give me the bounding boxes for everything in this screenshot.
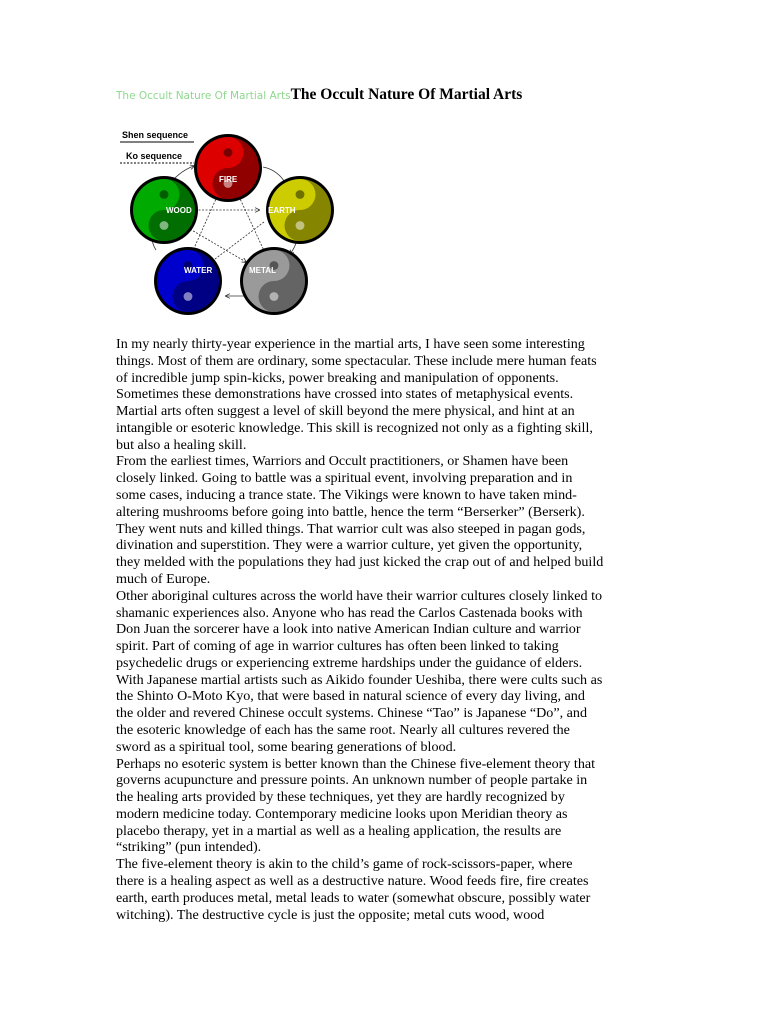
body-line: divination and superstition. They were a warrior culture, yet given the opportunity,	[116, 537, 583, 554]
legend-ko-label: Ko sequence	[126, 151, 183, 161]
body-line: In my nearly thirty-year experience in the martial arts, I have seen some interesting	[116, 336, 585, 352]
body-line: earth, earth produces metal, metal leads to water (somewhat obscure, possibly water	[116, 889, 591, 906]
body-line: Martial arts often suggest a level of skill beyond the mere physical, and hint at an	[116, 403, 575, 420]
body-line: modern medicine today. Contemporary medicine looks upon Meridian theory as	[116, 805, 568, 822]
body-line: witching). The destructive cycle is just the opposite; metal cuts wood, wood	[116, 906, 545, 923]
body-line: shamanic experiences also. Anyone who has read the Carlos Castenada books with	[116, 604, 583, 621]
body-line: They went nuts and killed things. That warrior cult was also steeped in pagan gods,	[116, 520, 586, 537]
body-line: they melded with the populations they had just kicked the crap out of and helped build	[116, 554, 604, 571]
ko-arrow-fire-metal	[236, 190, 266, 255]
body-line: Other aboriginal cultures across the world have their warrior cultures closely linked to	[116, 587, 603, 604]
body-line: the esoteric knowledge of each has the same root. Nearly all cultures revered the	[116, 721, 570, 738]
body-line: sword as a spiritual tool, some bearing generations of blood.	[116, 738, 457, 755]
body-line: closely linked. Going to battle was a spiritual event, involving preparation and in	[116, 470, 573, 487]
body-line: Don Juan the sorcerer have a look into native American Indian culture and warrior	[116, 621, 581, 638]
title-image-alt-text: The Occult Nature Of Martial Arts	[116, 90, 291, 102]
fire-element-circle	[194, 134, 262, 202]
legend-shen-label: Shen sequence	[122, 130, 189, 140]
body-line: placebo therapy, yet in a martial as well as a healing application, the results are	[116, 822, 562, 839]
article-body	[116, 336, 664, 923]
title-row	[116, 86, 522, 104]
body-line: The five-element theory is akin to the child’s game of rock-scissors-paper, where	[116, 856, 573, 873]
body-line: intangible or esoteric knowledge. This skill is recognized not only as a fighting skill,	[116, 419, 593, 436]
body-line: altering mushrooms before going into battle, hence the term “Berserker” (Berserk).	[116, 503, 585, 520]
body-line: Sometimes these demonstrations have crossed into states of metaphysical events.	[116, 386, 574, 403]
water-label: WATER	[184, 266, 213, 275]
body-line: From the earliest times, Warriors and Occult practitioners, or Shamen have been	[116, 453, 569, 470]
body-line: Perhaps no esoteric system is better known than the Chinese five-element theory that	[116, 755, 596, 772]
body-line: the older and revered Chinese occult systems. Chinese “Tao” is Japanese “Do”, and	[116, 705, 587, 722]
metal-element-circle	[240, 247, 308, 315]
five-element-diagram	[116, 122, 341, 322]
body-line: there is a healing aspect as well as a destructive nature. Wood feeds fire, fire creates	[116, 873, 589, 889]
body-line: but also a healing skill.	[116, 436, 247, 453]
wood-label: WOOD	[166, 206, 192, 215]
body-line: psychedelic drugs or experiencing extreme hardships under the guidance of elders.	[116, 654, 583, 671]
body-line: of incredible jump spin-kicks, power breaking and manipulation of opponents.	[116, 369, 559, 386]
body-line: governs acupuncture and pressure points. An unknown number of people partake in	[116, 772, 588, 789]
body-line: much of Europe.	[116, 570, 211, 587]
body-line: things. Most of them are ordinary, some spectacular. These include mere human feats	[116, 352, 597, 369]
body-line: spirit. Part of coming of age in warrior cultures has often been linked to taking	[116, 638, 559, 655]
body-line: the Shinto O-Moto Kyo, that were based in natural science of every day living, and	[116, 688, 585, 705]
body-line: With Japanese martial artists such as Aikido founder Ueshiba, there were cults such as	[116, 671, 603, 688]
body-line: “striking” (pun intended).	[116, 839, 262, 856]
body-line: some cases, inducing a trance state. The Vikings were known to have taken mind-	[116, 487, 577, 504]
earth-label: EARTH	[268, 206, 296, 215]
page-title: The Occult Nature Of Martial Arts	[290, 86, 523, 103]
metal-label: METAL	[249, 266, 276, 275]
water-element-circle	[154, 247, 222, 315]
fire-label: FIRE	[219, 175, 238, 184]
body-line: the healing arts provided by these techniques, yet they are hardly recognized by	[116, 789, 565, 806]
